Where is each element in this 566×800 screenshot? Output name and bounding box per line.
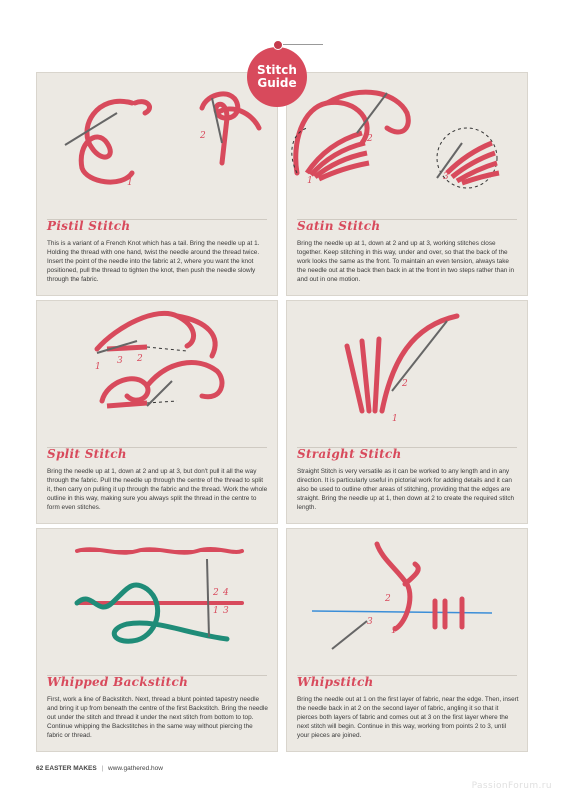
stitch-title: Straight Stitch bbox=[297, 447, 402, 461]
split-label-1: 1 bbox=[95, 362, 101, 372]
stitch-panel-straight bbox=[286, 300, 528, 524]
stitch-title: Pistil Stitch bbox=[47, 219, 131, 233]
stitch-description: Bring the needle out at 1 on the first layer of fabric, near the edge. Then, insert the needle back in at 2 on the second layer of fabric, angling it so that it pierces both layers of fabric and comes out at 3 on the first layer where the next stitch will begin. Continue in this way, working from points 2 to 3, until your pieces are joined. bbox=[297, 696, 519, 739]
pistil-stitch-illustration bbox=[37, 73, 277, 208]
stitch-title: Whipped Backstitch bbox=[47, 675, 189, 689]
straight-label-2: 2 bbox=[402, 379, 408, 389]
straight-stitch-illustration bbox=[287, 301, 527, 436]
badge-line-1: Stitch bbox=[257, 63, 297, 77]
stitch-description: First, work a line of Backstitch. Next, thread a blunt pointed tapestry needle and bring it up from beneath the centre of the first Backstitch. Bring the needle out under the stitch and thread it under the next stitch from bottom to top. Continue whipping the Backstitches in the same way without piercing the fabric or thread. bbox=[47, 696, 268, 739]
footer-separator: | bbox=[101, 765, 104, 772]
split-label-3: 3 bbox=[117, 356, 123, 366]
whipped-label-1: 1 bbox=[213, 606, 219, 616]
satin-label-3: 3 bbox=[443, 172, 449, 182]
stitch-panel-split bbox=[36, 300, 278, 524]
stitch-title: Satin Stitch bbox=[297, 219, 381, 233]
straight-label-1: 1 bbox=[392, 414, 398, 424]
page-number: 62 bbox=[36, 765, 44, 772]
satin-label-1: 1 bbox=[307, 176, 313, 186]
whipped-label-3: 3 bbox=[223, 606, 229, 616]
stitch-guide-badge bbox=[247, 47, 307, 107]
stitch-panel-whipped-backstitch bbox=[36, 528, 278, 752]
satin-label-2: 2 bbox=[367, 134, 373, 144]
pistil-label-2: 2 bbox=[200, 131, 206, 141]
whipped-label-2: 2 bbox=[213, 588, 219, 598]
watermark: PassionForum.ru bbox=[471, 781, 552, 791]
whipstitch-label-1: 1 bbox=[391, 626, 397, 636]
stitch-description: Bring the needle up at 1, down at 2 and up at 3, but don't pull it all the way through the fabric. Pull the needle up through the centre of the thread to split it, then carry on pulling it up through the fabric and the thread. Work the whole outline in this way, making sure you always split the thread in the centre to form even stitches. bbox=[47, 468, 268, 511]
magazine-name: EASTER MAKES bbox=[45, 765, 97, 772]
pin-icon bbox=[273, 40, 283, 50]
whipped-label-4: 4 bbox=[223, 588, 229, 598]
stitch-title: Split Stitch bbox=[47, 447, 127, 461]
pistil-label-1: 1 bbox=[127, 178, 133, 188]
whipped-backstitch-illustration bbox=[37, 529, 277, 664]
whipstitch-illustration bbox=[287, 529, 527, 664]
stitch-description: This is a variant of a French Knot which has a tail. Bring the needle up at 1. Holding the thread with one hand, twist the needle around the thread twice. Insert the point of the needle into the fabric at 2, where you want the knot positioned, pull the thread to tighten the knot, then push the needle slowly through the fabric. bbox=[47, 240, 260, 283]
whipstitch-label-2: 2 bbox=[385, 594, 391, 604]
stitch-panel-satin bbox=[286, 72, 528, 296]
stitch-title: Whipstitch bbox=[297, 675, 374, 689]
pin-thread bbox=[283, 44, 323, 45]
split-stitch-illustration bbox=[37, 301, 277, 436]
page-footer bbox=[36, 765, 163, 772]
stitch-description: Straight Stitch is very versatile as it can be worked to any length and in any direction. It is particularly useful in pictorial work for adding details and it can also be used to outline other areas of stitching, providing that the edges are straight. Bring the needle up at 1, then down at 2 to create the required stitch length. bbox=[297, 468, 515, 511]
stitch-panel-whipstitch bbox=[286, 528, 528, 752]
whipstitch-label-3: 3 bbox=[367, 617, 373, 627]
split-label-2: 2 bbox=[137, 354, 143, 364]
stitch-panel-pistil bbox=[36, 72, 278, 296]
satin-stitch-illustration bbox=[287, 73, 527, 208]
footer-url: www.gathered.how bbox=[108, 765, 163, 772]
stitch-description: Bring the needle up at 1, down at 2 and up at 3, working stitches close together. Keep stitching in this way, under and over, so that the back of the work looks the same as the front. To maintain an even tension, always take the needle out at the back then back in at the front in two steps rather than in and out in one motion. bbox=[297, 240, 515, 283]
badge-line-2: Guide bbox=[257, 76, 297, 90]
